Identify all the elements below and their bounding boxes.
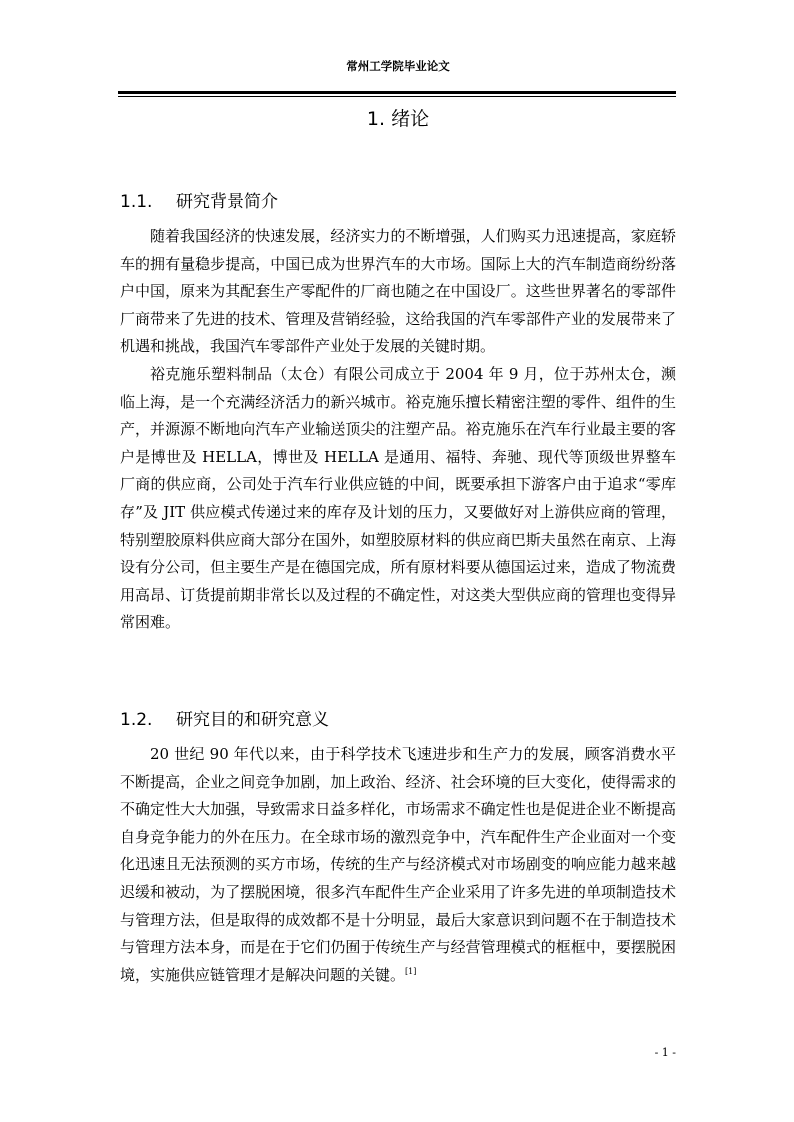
running-header: 常州工学院毕业论文: [346, 59, 450, 73]
page-number: - 1 -: [654, 1046, 676, 1059]
paragraph-purpose-1: [120, 741, 676, 989]
section-title: 研究背景简介: [176, 192, 278, 212]
chapter-title: 1. 绪论: [366, 108, 430, 130]
header-rule-thin: [118, 96, 676, 97]
section-title: 研究目的和研究意义: [176, 710, 329, 730]
section-heading-1-1: [120, 187, 278, 212]
paragraph-background-1: 随着我国经济的快速发展，经济实力的不断增强，人们购买力迅速提高，家庭轿车的拥有量稳步提高，中国已成为世界汽车的大市场。国际上大的汽车制造商纷纷落户中国，原来为其配套生产零配件的厂商也随之在中国设厂。这些世界著名的零部件厂商带来了先进的技术、管理及营销经验，这给我国的汽车零部件产业的发展带来了机遇和挑战，我国汽车零部件产业处于发展的关键时期。: [120, 227, 676, 356]
section-number: 1.2.: [120, 710, 153, 730]
section-heading-1-2: [120, 705, 329, 730]
header-rule-thick: [118, 91, 676, 94]
section-number: 1.1.: [120, 192, 153, 212]
citation-marker: [1]: [405, 966, 417, 976]
paragraph-background-2: 裕克施乐塑料制品（太仓）有限公司成立于 2004 年 9 月，位于苏州太仓，濒临上海，是一个充满经济活力的新兴城市。裕克施乐擅长精密注塑的零件、组件的生产，并源源不断地向汽车产业输送顶尖的注塑产品。裕克施乐在汽车行业最主要的客户是博世及 HELLA，博世及 HELLA 是通用、福特、奔驰、现代等顶级世界整车厂商的供应商，公司处于汽车行业供应链的中间，既要承担下游客户由于追求“零库存”及 JIT 供应模式传递过来的库存及计划的压力，又要做好对上游供应商的管理，特别塑胶原料供应商大部分在国外，如塑胶原材料的供应商巴斯夫虽然在南京、上海设有分公司，但主要生产是在德国完成，所有原材料要从德国运过来，造成了物流费用高昂、订货提前期非常长以及过程的不确定性，对这类大型供应商的管理也变得异常困难。: [120, 365, 676, 632]
paragraph-text: 20 世纪 90 年代以来，由于科学技术飞速进步和生产力的发展，顾客消费水平不断提高，企业之间竞争加剧，加上政治、经济、社会环境的巨大变化，使得需求的不确定性大大加强，导致需求日益多样化，市场需求不确定性也是促进企业不断提高自身竞争能力的外在压力。在全球市场的激烈竞争中，汽车配件生产企业面对一个变化迅速且无法预测的买方市场，传统的生产与经济模式对市场剧变的响应能力越来越迟缓和被动，为了摆脱困境，很多汽车配件生产企业采用了许多先进的单项制造技术与管理方法，但是取得的成效都不是十分明显，最后大家意识到问题不在于制造技术与管理方法本身，而是在于它们仍囿于传统生产与经营管理模式的框框中，要摆脱困境，实施供应链管理才是解决问题的关键。: [120, 745, 676, 984]
